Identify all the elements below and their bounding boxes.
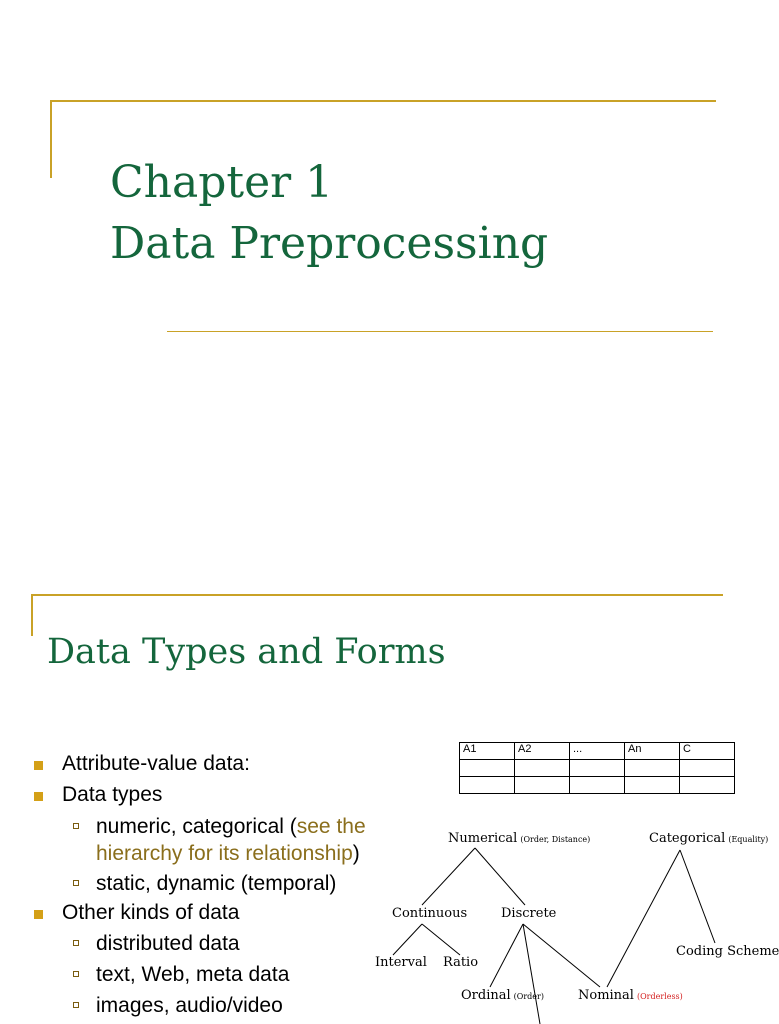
node-interval [375, 955, 427, 970]
bullet-square-icon [34, 910, 43, 919]
slide-2-left-rule [31, 594, 33, 636]
bullet-attribute-value [62, 752, 250, 776]
slide-1-title-line-2: Data Preprocessing [110, 218, 549, 269]
table-cell [570, 760, 625, 777]
node-label: Interval [375, 955, 427, 970]
node-label: Ordinal [461, 988, 511, 1003]
edge-numerical-continuous [422, 848, 475, 905]
node-note: (Orderless) [636, 992, 683, 1001]
edge-discrete-nominal [523, 924, 600, 987]
table-header-row [460, 743, 735, 760]
bullet-square-icon [34, 792, 43, 801]
node-note: (Order, Distance) [520, 835, 591, 844]
table-row [460, 760, 735, 777]
table-cell [460, 777, 515, 794]
node-numerical [448, 831, 590, 846]
slide-1-top-rule [50, 100, 716, 102]
table-header-cell: C [680, 743, 735, 760]
bullet-text: numeric, categorical ( [96, 815, 297, 838]
node-ratio [443, 955, 478, 970]
bullet-other-kinds [62, 901, 239, 925]
edge-continuous-ratio [422, 924, 460, 955]
table-header-cell: A2 [515, 743, 570, 760]
hollow-square-icon [73, 971, 79, 977]
edge-numerical-discrete [475, 848, 525, 905]
table-cell [570, 777, 625, 794]
slide-1-left-rule [50, 100, 52, 178]
sub-bullet-images [96, 992, 283, 1019]
table-cell [515, 760, 570, 777]
table-header-cell: A1 [460, 743, 515, 760]
node-continuous [392, 906, 467, 921]
bullet-label: Data types [62, 783, 163, 806]
edge-categorical-coding-scheme [680, 850, 715, 943]
bullet-data-types [62, 783, 162, 807]
table-cell [625, 760, 680, 777]
sub-bullet-distributed [96, 930, 240, 957]
node-note: (Equality) [728, 835, 769, 844]
table-header-cell: An [625, 743, 680, 760]
bullet-label: Other kinds of data [62, 901, 240, 924]
bullet-text: text, Web, meta data [96, 963, 290, 986]
table-header-cell: ... [570, 743, 625, 760]
table-row [460, 777, 735, 794]
sub-bullet-static-dynamic [96, 870, 336, 897]
table-cell [680, 777, 735, 794]
bullet-text: static, dynamic (temporal) [96, 872, 337, 895]
table-cell [460, 760, 515, 777]
edge-discrete-ordinal [490, 924, 523, 987]
hollow-square-icon [73, 823, 79, 829]
node-label: Coding Scheme [676, 944, 779, 959]
slide-2-top-rule [31, 594, 723, 596]
hollow-square-icon [73, 940, 79, 946]
node-label: Discrete [501, 906, 557, 921]
table-cell [515, 777, 570, 794]
hollow-square-icon [73, 880, 79, 886]
bullet-text: distributed data [96, 932, 240, 955]
node-coding-scheme [676, 944, 779, 959]
slide-1-bottom-rule [167, 331, 713, 332]
edge-discrete-continuation [523, 924, 540, 1024]
sub-bullet-text-web [96, 961, 289, 988]
sub-bullet-numeric-categorical [96, 813, 366, 867]
hollow-square-icon [73, 1002, 79, 1008]
table-cell [625, 777, 680, 794]
node-label: Ratio [443, 955, 479, 970]
node-label: Categorical [649, 831, 726, 846]
edge-continuous-interval [393, 924, 422, 955]
edge-categorical-nominal [607, 850, 680, 987]
slide-1-title-line-1: Chapter 1 [110, 157, 334, 208]
node-label: Numerical [448, 831, 518, 846]
node-nominal [578, 988, 683, 1003]
node-label: Continuous [392, 906, 468, 921]
slide-2-title: Data Types and Forms [47, 632, 446, 672]
bullet-text: ) [352, 842, 360, 865]
bullet-label: Attribute-value data: [62, 752, 250, 775]
slide-1-title [110, 152, 548, 274]
bullet-text: images, audio/video [96, 994, 283, 1017]
node-categorical [649, 831, 768, 846]
table-cell [680, 760, 735, 777]
hierarchy-link-text[interactable]: see the [296, 815, 366, 838]
node-label: Nominal [578, 988, 634, 1003]
attribute-table [459, 742, 735, 794]
node-discrete [501, 906, 556, 921]
bullet-square-icon [34, 761, 43, 770]
node-note: (Order) [513, 992, 544, 1001]
hierarchy-link-text[interactable]: hierarchy for its relationship [96, 842, 353, 865]
node-ordinal [461, 988, 544, 1003]
